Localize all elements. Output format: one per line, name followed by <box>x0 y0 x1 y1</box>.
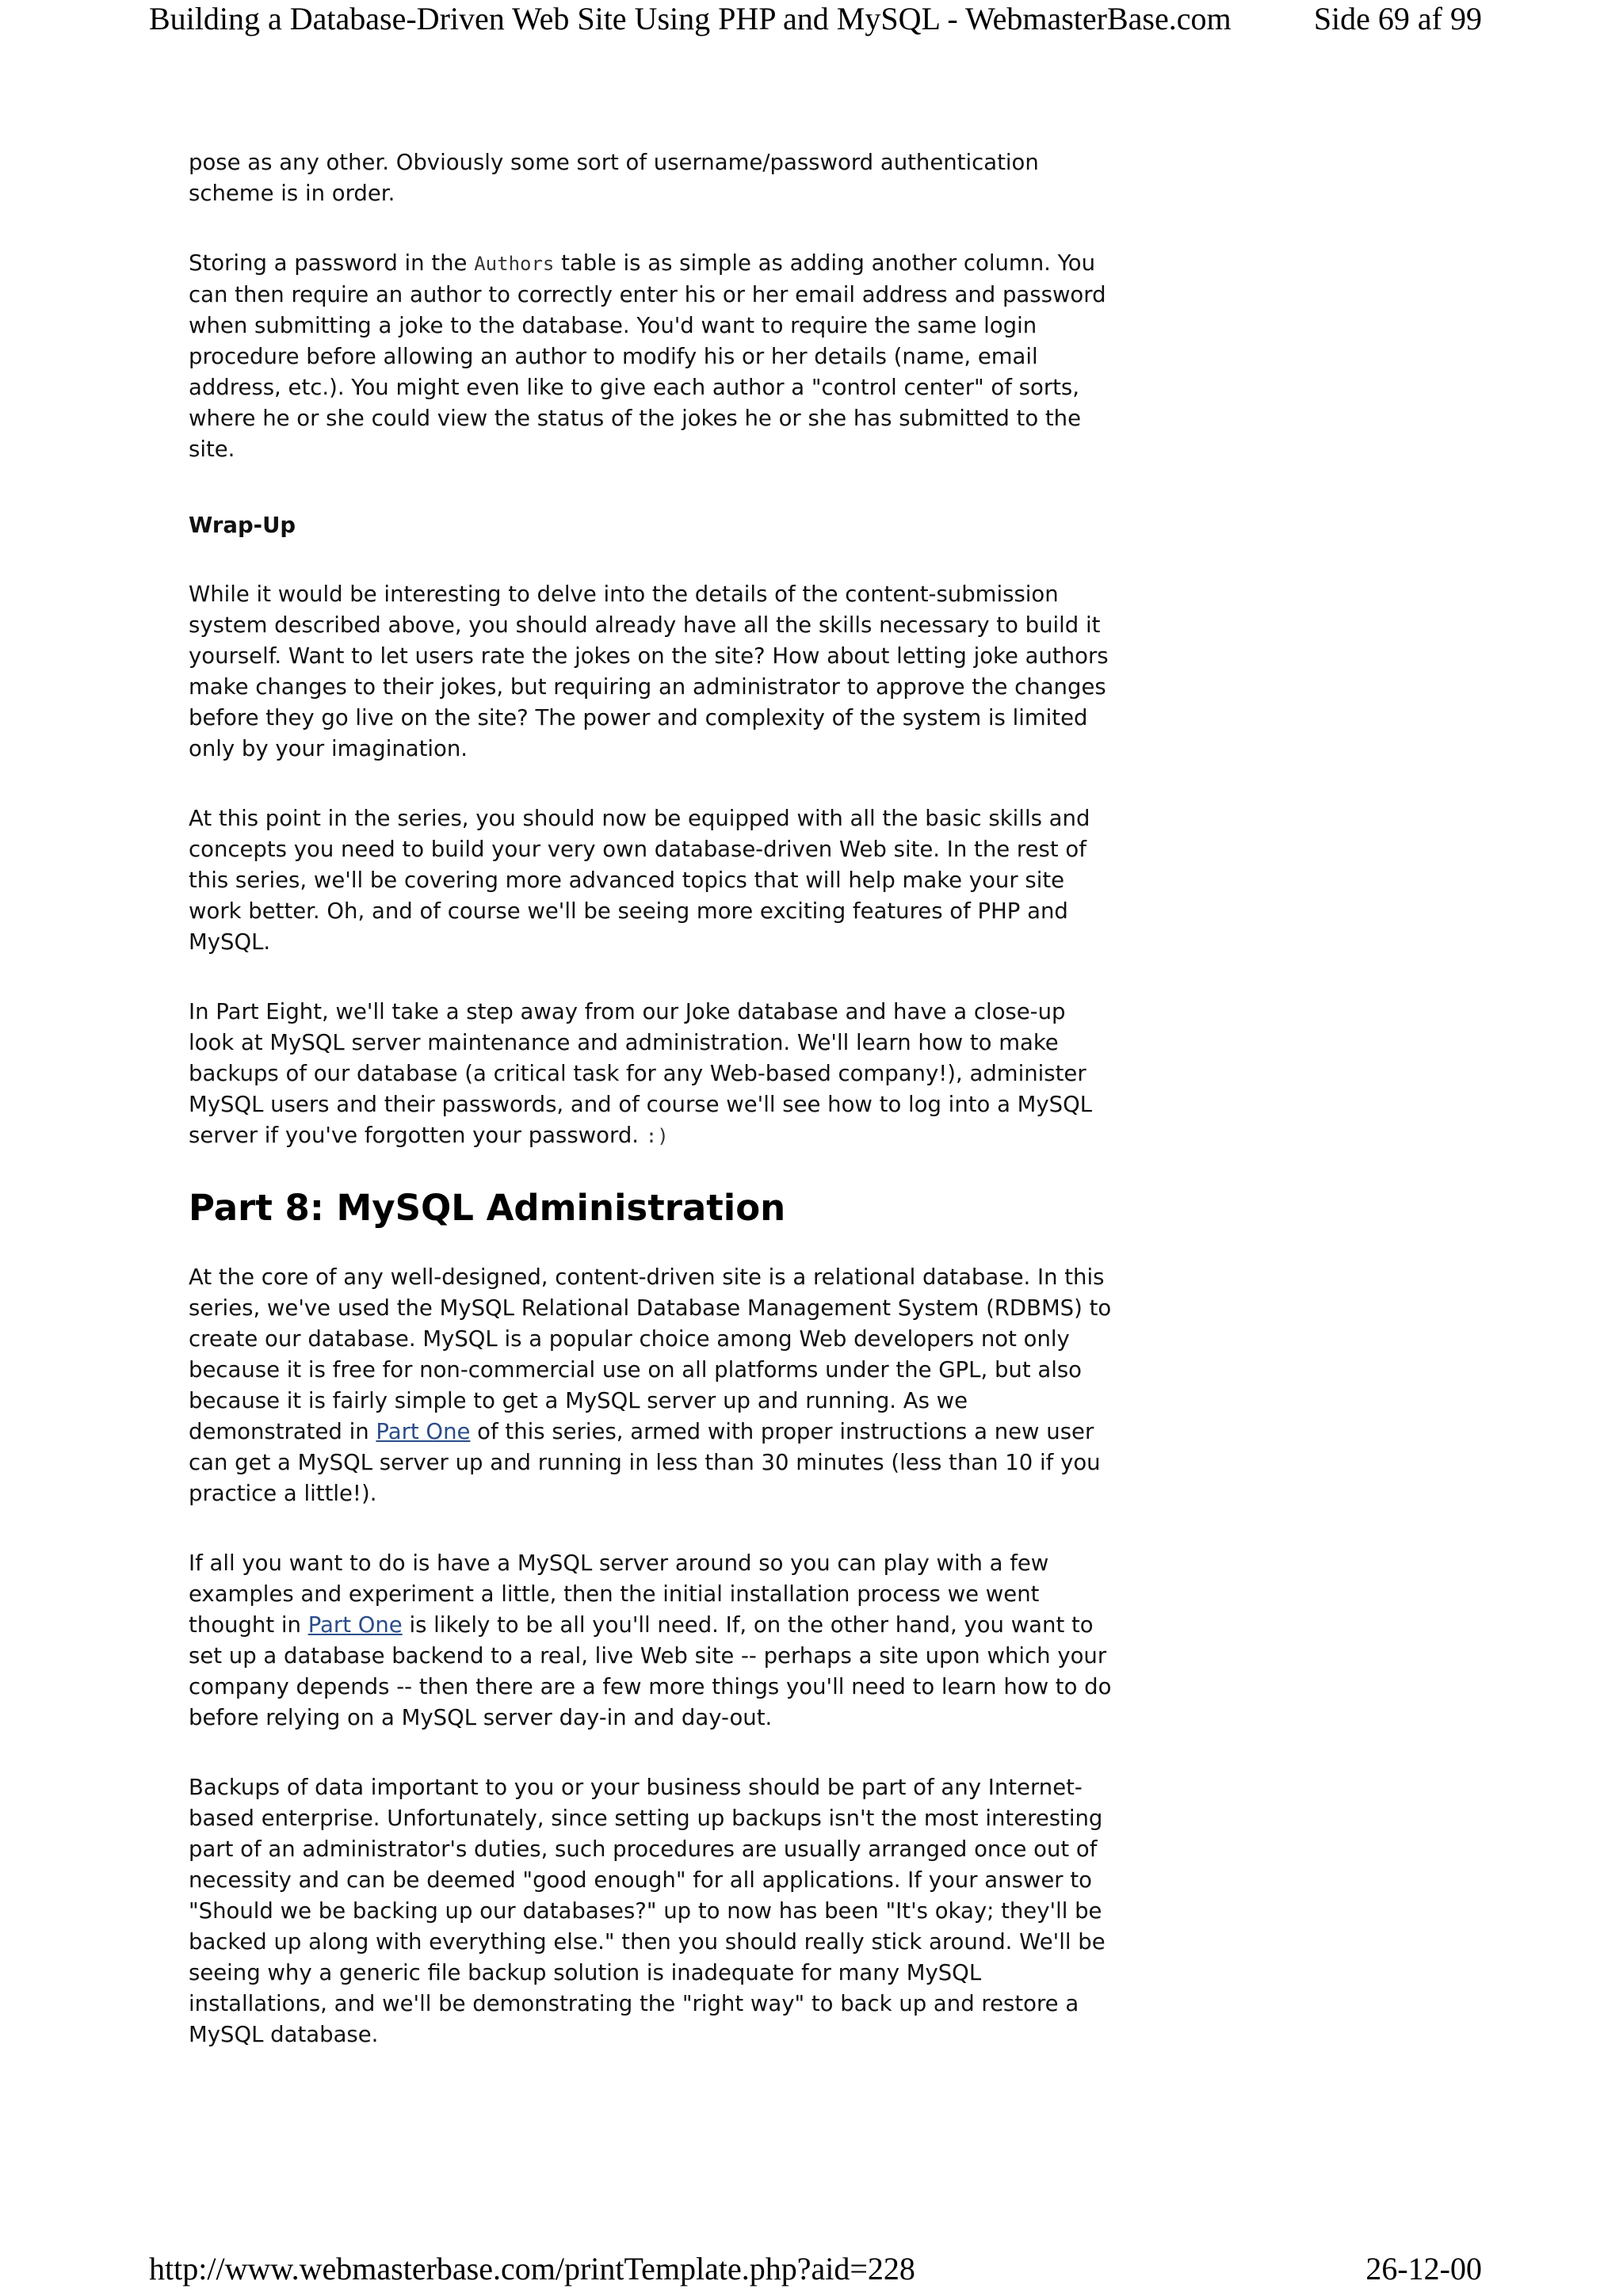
paragraph-series-summary: At this point in the series, you should now be equipped with all the basic skills and concepts you need to build your very own database-driven Web site. In the rest of this series, we'll be covering more advanced topics that will help make your site work better. Oh, and of course we'll be seeing more exciting features of PHP and MySQL. <box>189 806 1090 955</box>
print-date: 26-12-00 <box>1365 2251 1482 2286</box>
paragraph-text: If all you want to do is have a MySQL server around so you can play with a few examples and experiment a little, then the initial installation process we went thought in <box>189 1550 1049 1638</box>
page-number: Side 69 af 99 <box>1313 1 1482 36</box>
paragraph-text: is likely to be all you'll need. If, on the other hand, you want to set up a database backend to a real, live Web site -- perhaps a site upon which your company depends -- then there are a few more things you'll need to learn how to do before relying on a MySQL server day-in and day-out. <box>189 1612 1112 1730</box>
paragraph-auth-scheme: pose as any other. Obviously some sort of username/password authentication scheme is in order. <box>189 150 1039 206</box>
wrapup-heading: Wrap-Up <box>189 513 296 538</box>
paragraph-backups: Backups of data important to you or your business should be part of any Internet-based enterprise. Unfortunately, since setting up backups isn't the most interesting part of an administrator's duties, such procedures are usually arranged once out of necessity and can be deemed "good enough" for all applications. If your answer to "Should we be backing up our databases?" up to now has been "It's okay; they'll be backed up along with everything else." then you should really stick around. We'll be seeing why a generic file backup solution is inadequate for many MySQL installations, and we'll be demonstrating the "right way" to back up and restore a MySQL database. <box>189 1775 1106 2047</box>
paragraph-relational-database <box>189 1262 1116 1509</box>
paragraph-text: In Part Eight, we'll take a step away from our Joke database and have a close-up look at MySQL server maintenance and administration. We'll learn how to make backups of our database (a critical task for any Web-based company!), administer MySQL users and their passwords, and of course we'll see how to log into a MySQL server if you've forgotten your password. <box>189 999 1093 1148</box>
smiley-code: :) <box>645 1125 669 1147</box>
paragraph-password-storage <box>189 248 1116 465</box>
paragraph-part-eight-intro <box>189 997 1116 1152</box>
part-one-link[interactable]: Part One <box>376 1419 471 1444</box>
page-url: http://www.webmasterbase.com/printTemplate.php?aid=228 <box>149 2251 915 2286</box>
document-title: Building a Database-Driven Web Site Using PHP and MySQL - WebmasterBase.com <box>149 1 1232 36</box>
authors-table-code: Authors <box>474 253 555 275</box>
paragraph-content-submission: While it would be interesting to delve into the details of the content-submission system described above, you should already have all the skills necessary to build it yourself. Want to let users rate the jokes on the site? How about letting joke authors make changes to their jokes, but requiring an administrator to approve the changes before they go live on the site? The power and complexity of the system is limited only by your imagination. <box>189 582 1109 761</box>
paragraph-text: table is as simple as adding another column. You can then require an author to correctly enter his or her email address and password when submitting a joke to the database. You'd want to require the same login procedure before allowing an author to modify his or her details (name, email address, etc.). You might even like to give each author a "control center" of sorts, where he or she could view the status of the jokes he or she has submitted to the site. <box>189 250 1106 462</box>
paragraph-live-site <box>189 1548 1116 1733</box>
paragraph-text: At the core of any well-designed, content-driven site is a relational database. In this series, we've used the MySQL Relational Database Management System (RDBMS) to create our database. MySQL is a popular choice among Web developers not only because it is free for non-commercial use on all platforms under the GPL, but also because it is fairly simple to get a MySQL server up and running. As we demonstrated in <box>189 1264 1112 1444</box>
paragraph-text: of this series, armed with proper instructions a new user can get a MySQL server up and running in less than 30 minutes (less than 10 if you practice a little!). <box>189 1419 1101 1506</box>
article-body <box>189 147 1116 2089</box>
print-header <box>149 0 1482 44</box>
part-one-link[interactable]: Part One <box>307 1612 403 1638</box>
print-footer <box>149 2250 1482 2294</box>
paragraph-text: Storing a password in the <box>189 250 475 276</box>
part-title: Part 8: MySQL Administration <box>189 1187 786 1229</box>
